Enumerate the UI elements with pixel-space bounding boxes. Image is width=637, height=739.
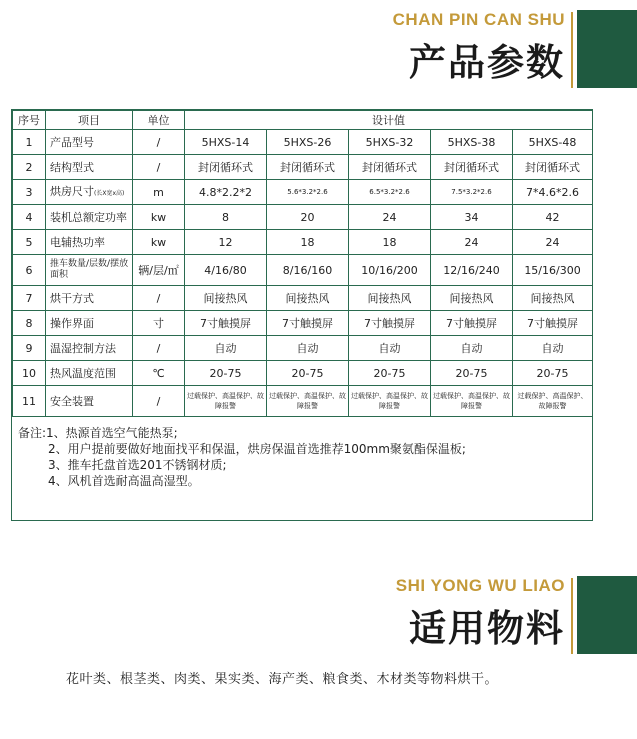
item-label: 电辅热功率 [50,235,105,249]
cell-item [46,361,133,386]
table-row [13,361,593,386]
table-row [13,255,593,286]
gold-divider [571,12,573,88]
cell-value: 自动 [431,336,513,361]
green-accent-block [577,576,637,654]
cell-value: 自动 [267,336,349,361]
cell-item [46,386,133,417]
cell-value: 4/16/80 [185,255,267,286]
cell-value: 封闭循环式 [513,155,593,180]
table-row [13,180,593,205]
cell-value: 18 [267,230,349,255]
cell-item [46,311,133,336]
table-row [13,230,593,255]
table-header-row [13,111,593,130]
cell-no: 6 [13,255,46,286]
cell-value: 8 [185,205,267,230]
note-line: 2、用户提前要做好地面找平和保温，烘房保温首选推荐100mm聚氨酯保温板; [48,442,466,456]
cell-item [46,180,133,205]
cell-no: 3 [13,180,46,205]
cell-value: 间接热风 [349,286,431,311]
item-note: (长X宽x高) [94,189,125,197]
cell-value: 过载保护、高温保护、故障报警 [349,386,431,417]
item-label: 热风温度范围 [50,366,116,380]
cell-value: 18 [349,230,431,255]
cell-value: 自动 [513,336,593,361]
section-pinyin: CHAN PIN CAN SHU [392,10,565,29]
cell-unit: 辆/层/㎡ [133,255,185,286]
cell-no: 1 [13,130,46,155]
cell-value: 15/16/300 [513,255,593,286]
cell-item [46,286,133,311]
cell-value: 7寸触摸屏 [185,311,267,336]
section-pinyin: SHI YONG WU LIAO [395,576,565,595]
cell-value: 间接热风 [431,286,513,311]
table-row [13,205,593,230]
section-header-materials [377,576,637,656]
cell-value: 7*4.6*2.6 [513,180,593,205]
cell-value: 24 [431,230,513,255]
cell-value: 7寸触摸屏 [267,311,349,336]
item-label: 操作界面 [50,316,94,330]
cell-value: 12/16/240 [431,255,513,286]
spec-table [12,110,593,417]
note-line: 4、风机首选耐高温高湿型。 [48,474,200,488]
header-item: 项目 [46,111,133,130]
table-row [13,386,593,417]
cell-no: 4 [13,205,46,230]
cell-value: 过载保护、高温保护、故障报警 [185,386,267,417]
cell-value: 自动 [185,336,267,361]
cell-item [46,255,133,286]
cell-value: 12 [185,230,267,255]
cell-value: 5.6*3.2*2.6 [267,180,349,205]
cell-unit: / [133,336,185,361]
item-label: 产品型号 [50,135,94,149]
cell-no: 7 [13,286,46,311]
cell-unit: ℃ [133,361,185,386]
cell-item [46,155,133,180]
cell-no: 5 [13,230,46,255]
spec-table-container [11,109,593,521]
cell-value: 10/16/200 [349,255,431,286]
header-no: 序号 [13,111,46,130]
cell-value: 5HXS-32 [349,130,431,155]
cell-value: 20-75 [513,361,593,386]
cell-value: 过载保护、高温保护、故障报警 [513,386,593,417]
cell-value: 5HXS-14 [185,130,267,155]
cell-value: 封闭循环式 [349,155,431,180]
cell-no: 9 [13,336,46,361]
cell-item [46,130,133,155]
cell-unit: kw [133,205,185,230]
note-line: 3、推车托盘首选201不锈钢材质; [48,458,227,472]
cell-value: 8/16/160 [267,255,349,286]
table-row [13,336,593,361]
cell-value: 间接热风 [513,286,593,311]
green-accent-block [577,10,637,88]
cell-no: 11 [13,386,46,417]
cell-unit: / [133,130,185,155]
cell-unit: / [133,386,185,417]
section-header-params [377,10,637,90]
cell-value: 7寸触摸屏 [349,311,431,336]
item-label: 安全装置 [50,394,94,408]
cell-value: 间接热风 [267,286,349,311]
cell-unit: / [133,286,185,311]
header-unit: 单位 [133,111,185,130]
cell-value: 20 [267,205,349,230]
cell-unit: 寸 [133,311,185,336]
cell-item [46,336,133,361]
section-title: 适用物料 [409,607,565,650]
cell-value: 5HXS-26 [267,130,349,155]
cell-value: 20-75 [267,361,349,386]
table-row [13,286,593,311]
item-label: 烘房尺寸 [50,184,94,198]
note-line: 备注:1、热源首选空气能热泵; [18,426,178,440]
header-design: 设计值 [185,111,593,130]
cell-value: 42 [513,205,593,230]
cell-value: 6.5*3.2*2.6 [349,180,431,205]
cell-item [46,205,133,230]
item-label: 推车数量/层数/摆放面积 [50,259,129,280]
cell-value: 间接热风 [185,286,267,311]
item-label: 结构型式 [50,160,94,174]
cell-value: 4.8*2.2*2 [185,180,267,205]
cell-value: 过载保护、高温保护、故障报警 [431,386,513,417]
cell-value: 20-75 [431,361,513,386]
cell-value: 7寸触摸屏 [513,311,593,336]
cell-no: 2 [13,155,46,180]
notes [12,417,592,489]
cell-value: 7.5*3.2*2.6 [431,180,513,205]
cell-no: 10 [13,361,46,386]
cell-unit: kw [133,230,185,255]
table-row [13,311,593,336]
cell-value: 封闭循环式 [185,155,267,180]
cell-value: 24 [349,205,431,230]
cell-value: 7寸触摸屏 [431,311,513,336]
cell-value: 封闭循环式 [267,155,349,180]
cell-no: 8 [13,311,46,336]
item-label: 装机总额定功率 [50,210,127,224]
cell-unit: m [133,180,185,205]
cell-value: 24 [513,230,593,255]
section-title: 产品参数 [409,41,565,84]
cell-value: 20-75 [349,361,431,386]
cell-value: 封闭循环式 [431,155,513,180]
cell-value: 自动 [349,336,431,361]
cell-unit: / [133,155,185,180]
item-label: 温湿控制方法 [50,341,116,355]
cell-value: 5HXS-48 [513,130,593,155]
table-row [13,155,593,180]
cell-value: 20-75 [185,361,267,386]
materials-text: 花叶类、根茎类、肉类、果实类、海产类、粮食类、木材类等物料烘干。 [66,672,499,687]
gold-divider [571,578,573,654]
cell-value: 5HXS-38 [431,130,513,155]
cell-item [46,230,133,255]
cell-value: 34 [431,205,513,230]
table-row [13,130,593,155]
item-label: 烘干方式 [50,291,94,305]
cell-value: 过载保护、高温保护、故障报警 [267,386,349,417]
